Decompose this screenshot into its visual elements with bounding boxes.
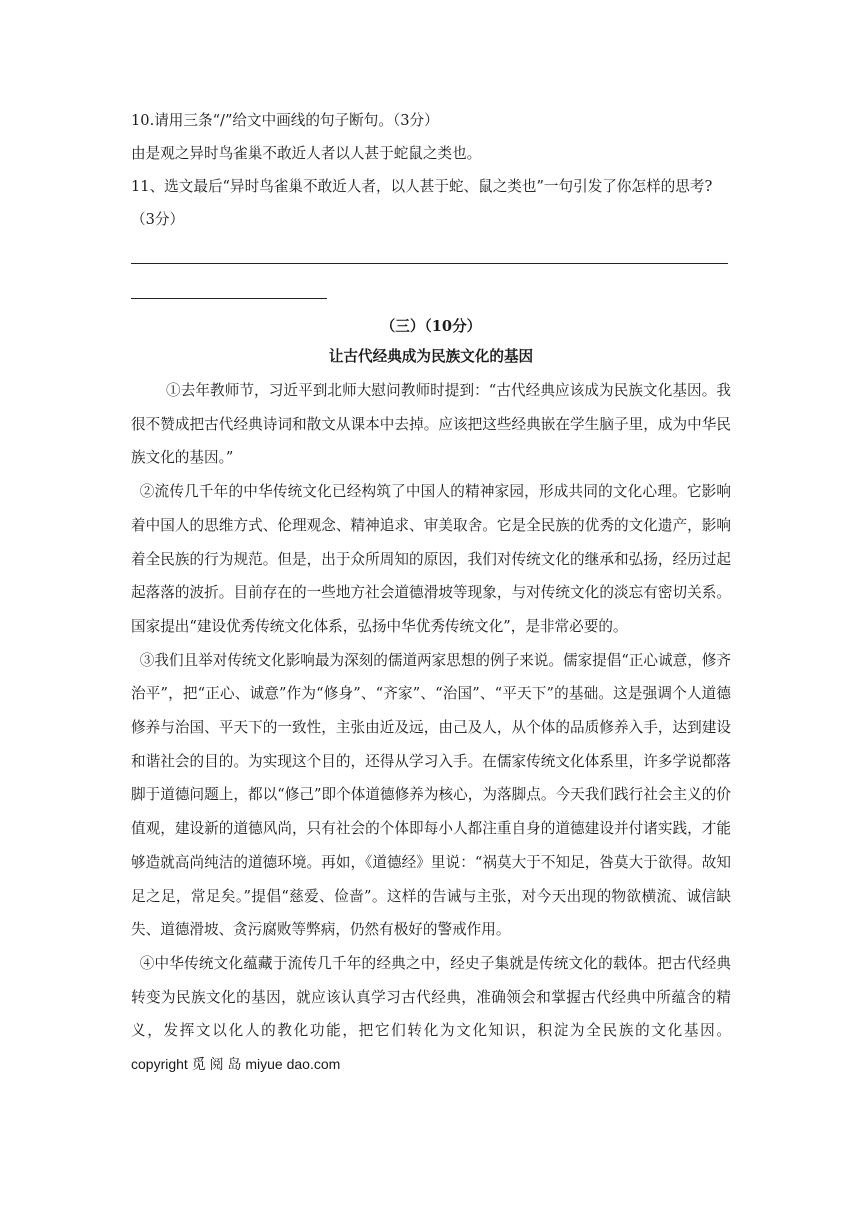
question-block — [131, 104, 731, 236]
copyright-watermark: copyright 觅 阅 岛 miyue dao.com — [131, 1056, 341, 1073]
paragraph-2: ②流传几千年的中华传统文化已经构筑了中国人的精神家园，形成共同的文化心理。它影响着中国人的思维方式、伦理观念、精神追求、审美取舍。它是全民族的优秀的文化遗产，影响着全民族的行为规范。但是，出于众所周知的原因，我们对传统文化的继承和弘扬，经历过起起落落的波折。目前存在的一些地方社会道德滑坡等现象，与对传统文化的淡忘有密切关系。国家提出“建设优秀传统文化体系，弘扬中华优秀传统文化”，是非常必要的。 — [131, 483, 731, 635]
article-body — [131, 374, 731, 1082]
answer-line-1[interactable] — [131, 263, 728, 264]
paragraph-4-text: ④中华传统文化蕴藏于流传几千年的经典之中，经史子集就是传统文化的载体。把古代经典转变为民族文化的基因，就应该认真学习古代经典，准确领会和掌握古代经典中所蕴含的精义，发挥文以化人的教化功能，把它们转化为文化知识，积淀为全民族的文化基因。 — [131, 954, 731, 1040]
question-11-points: （3分） — [131, 211, 185, 228]
paragraph-3: ③我们且举对传统文化影响最为深刻的儒道两家思想的例子来说。儒家提倡“正心诚意，修齐治平”，把“正心、诚意”作为“修身”、“齐家”、“治国”、“平天下”的基础。这是强调个人道德修养与治国、平天下的一致性，主张由近及远，由己及人，从个体的品质修养入手，达到建设和谐社会的目的。为实现这个目的，还得从学习入手。在儒家传统文化体系里，许多学说都落脚于道德问题上，都以“修己”即个体道德修养为核心，为落脚点。今天我们践行社会主义的价值观，建设新的道德风尚，只有社会的个体即每小人都注重自身的道德建设并付诸实践，才能够造就高尚纯洁的道德环境。再如，《道德经》里说：“祸莫大于不知足，咎莫大于欲得。故知足之足，常足矣。”提倡“慈爱、俭啬”。这样的告诫与主张，对今天出现的物欲横流、诚信缺失、道德滑坡、贪污腐败等弊病，仍然有极好的警戒作用。 — [131, 651, 731, 939]
question-10-title: 10.请用三条“/”给文中画线的句子断句。（3分） — [131, 112, 439, 129]
question-10-sentence: 由是观之异时鸟雀巢不敢近人者以人甚于蛇鼠之类也。 — [131, 145, 482, 162]
answer-line-2[interactable] — [131, 298, 327, 299]
article-title: 让古代经典成为民族文化的基因 — [328, 348, 534, 365]
section-heading: （三）（10分） — [380, 318, 482, 335]
paragraph-4 — [131, 947, 731, 1082]
question-11-title: 11、选文最后“异时鸟雀巢不敢近人者，以人甚于蛇、鼠之类也”一句引发了你怎样的思考? — [131, 178, 713, 195]
paragraph-1: ①去年教师节，习近平到北师大慰问教师时提到：“古代经典应该成为民族文化基因。我很不赞成把古代经典诗词和散文从课本中去掉。应该把这些经典嵌在学生脑子里，成为中华民族文化的基因。” — [131, 382, 731, 467]
